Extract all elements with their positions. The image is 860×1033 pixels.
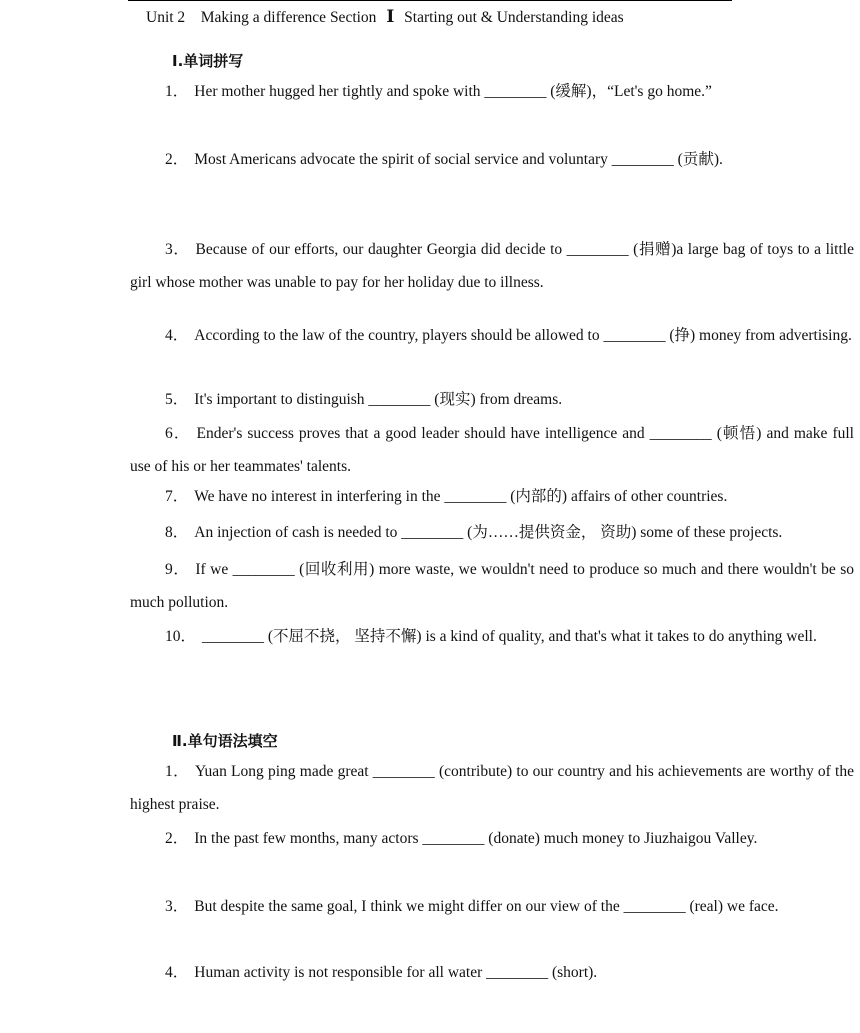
exercise-item <box>130 755 854 821</box>
exercise-item <box>130 516 854 549</box>
item-number: 1． <box>165 763 189 780</box>
item-text: But despite the same goal, I think we might differ on our view of the ________ (real) we face. <box>194 898 779 915</box>
section-roman: Ⅰ <box>386 7 395 26</box>
item-text: It's important to distinguish ________ (现实) from dreams. <box>194 391 563 408</box>
item-text: Human activity is not responsible for all water ________ (short). <box>194 964 598 981</box>
exercise-item <box>130 956 854 989</box>
item-number: 3． <box>165 898 189 915</box>
item-number: 3． <box>165 241 190 258</box>
exercise-item <box>130 620 854 653</box>
item-number: 6． <box>165 425 191 442</box>
exercise-item <box>130 417 854 483</box>
item-text: An injection of cash is needed to ________ (为……提供资金， 资助) some of these projects. <box>194 524 783 541</box>
item-text: If we ________ (回收利用) more waste, we wouldn't need to produce so much and there wouldn't be so much pollution. <box>130 561 854 611</box>
item-text: Most Americans advocate the spirit of social service and voluntary ________ (贡献). <box>194 151 723 168</box>
part2-heading: Ⅱ.单句语法填空 <box>172 732 278 750</box>
item-number: 2． <box>165 830 189 847</box>
item-number: 1． <box>165 83 189 100</box>
item-number: 4． <box>165 964 189 981</box>
item-text: In the past few months, many actors ________ (donate) much money to Jiuzhaigou Valley. <box>194 830 758 847</box>
part1-heading: Ⅰ.单词拼写 <box>172 52 244 70</box>
item-number: 2． <box>165 151 189 168</box>
item-text: Yuan Long ping made great ________ (contribute) to our country and his achievements are worthy of the highest praise. <box>130 763 854 813</box>
exercise-item <box>130 143 854 176</box>
exercise-item <box>130 822 854 855</box>
item-number: 8． <box>165 524 189 541</box>
item-number: 9． <box>165 561 190 578</box>
item-number: 4． <box>165 327 189 344</box>
item-text: Her mother hugged her tightly and spoke with ________ (缓解)，“Let's go home.” <box>194 83 712 100</box>
exercise-item <box>130 553 854 619</box>
exercise-item <box>130 319 854 352</box>
unit-title: Making a difference Section <box>200 9 377 26</box>
exercise-item <box>130 890 854 923</box>
header-rule <box>128 0 732 1</box>
exercise-item <box>130 383 854 416</box>
item-text: We have no interest in interfering in the ________ (内部的) affairs of other countries. <box>194 488 728 505</box>
item-text: Ender's success proves that a good leader should have intelligence and ________ (顿悟) and make full use of his or her teammates' talents. <box>130 425 854 475</box>
item-number: 5． <box>165 391 189 408</box>
exercise-item <box>130 480 854 513</box>
exercise-item <box>130 75 854 108</box>
section-subtitle: Starting out & Understanding ideas <box>404 9 624 26</box>
exercise-item <box>130 233 854 299</box>
page-header <box>146 7 624 27</box>
unit-label: Unit 2 <box>146 9 186 26</box>
item-number: 7． <box>165 488 189 505</box>
item-text: According to the law of the country, players should be allowed to ________ (挣) money from advertising. <box>194 327 852 344</box>
item-number: 10． <box>165 628 197 645</box>
item-text: ________ (不屈不挠， 坚持不懈) is a kind of quality, and that's what it takes to do anything well. <box>202 628 817 645</box>
item-text: Because of our efforts, our daughter Georgia did decide to ________ (捐赠)a large bag of toys to a little girl whose mother was unable to pay for her holiday due to illness. <box>130 241 854 291</box>
